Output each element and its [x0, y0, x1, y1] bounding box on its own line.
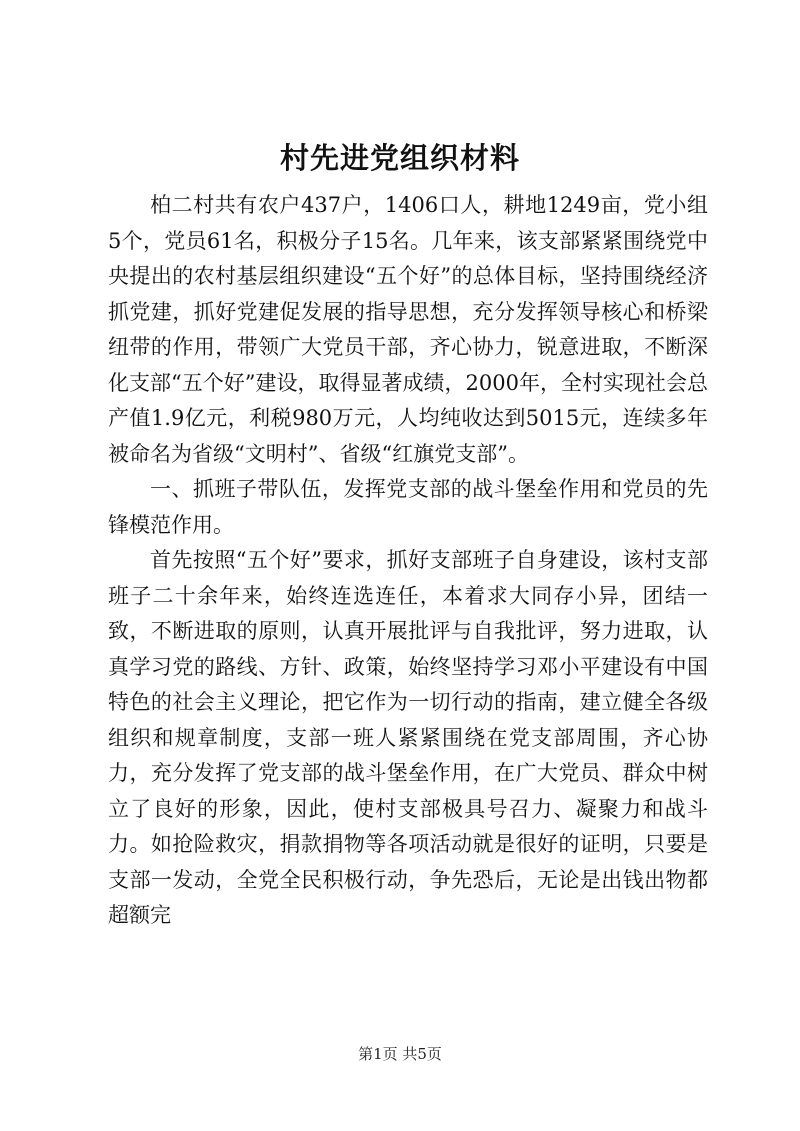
page-number-footer: 第1页 共5页	[358, 1045, 442, 1063]
document-body	[108, 188, 708, 934]
paragraph-leadership: 首先按照“五个好”要求，抓好支部班子自身建设，该村支部班子二十余年来，始终连选连任，本着求大同存小异，团结一致，不断进取的原则，认真开展批评与自我批评，努力进取，认真学习党的路线、方针、政策，始终坚持学习邓小平建设有中国特色的社会主义理论，把它作为一切行动的指南，建立健全各级组织和规章制度，支部一班人紧紧围绕在党支部周围，齐心协力，充分发挥了党支部的战斗堡垒作用，在广大党员、群众中树立了良好的形象，因此，使村支部极具号召力、凝聚力和战斗力。如抢险救灾，捐款捐物等各项活动就是很好的证明，只要是支部一发动，全党全民积极行动，争先恐后，无论是出钱出物都超额完	[108, 548, 708, 927]
paragraph-section-heading: 一、抓班子带队伍，发挥党支部的战斗堡垒作用和党员的先锋模范作用。	[108, 477, 708, 537]
document-title: 村先进党组织材料	[279, 141, 520, 175]
paragraph-overview: 柏二村共有农户437户，1406口人，耕地1249亩，党小组5个，党员61名，积极分子15名。几年来，该支部紧紧围绕党中央提出的农村基层组织建设“五个好”的总体目标，坚持围绕经济抓党建，抓好党建促发展的指导思想，充分发挥领导核心和桥梁纽带的作用，带领广大党员干部，齐心协力，锐意进取，不断深化支部“五个好”建设，取得显著成绩，2000年，全村实现社会总产值1.9亿元，利税980万元，人均纯收达到5015元，连续多年被命名为省级“文明村”、省级“红旗党支部”。	[108, 193, 708, 466]
